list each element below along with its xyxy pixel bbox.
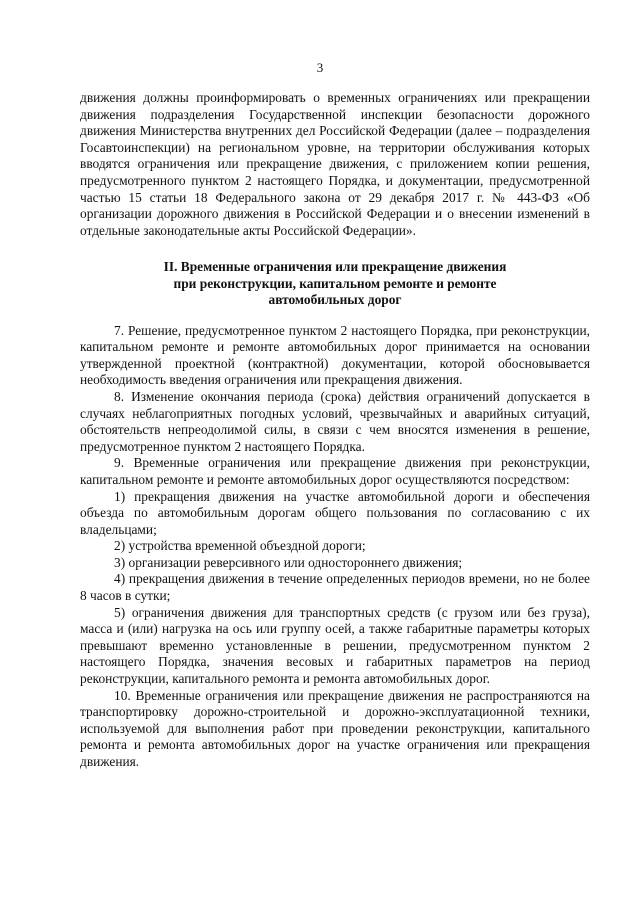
paragraph-8: 8. Изменение окончания периода (срока) действия ограничений допускается в случаях неблагоприятных погодных условий, чрезвычайных и аварийных ситуаций, обстоятельств непреодолимой силы, в связи с чем вносятся изменения в решение, предусмотренное пунктом 2 настоящего Порядка.	[80, 388, 590, 454]
intro-paragraph: движения должны проинформировать о временных ограничениях или прекращении движения подразделения Государственной инспекции безопасности дорожного движения Министерства внутренних дел Российской Федерации (далее – подразделения Госавтоинспекции) на региональном уровне, на территории обслуживания которых вводятся ограничения или прекращение движения, с приложением копии решения, предусмотренного пунктом 2 настоящего Порядка, и документации, предусмотренной частью 15 статьи 18 Федерального закона от 29 декабря 2017 г. № 443-ФЗ «Об организации дорожного движения в Российской Федерации и о внесении изменений в отдельные законодательные акты Российской Федерации».	[80, 90, 590, 238]
document-body	[80, 90, 590, 771]
paragraph-7: 7. Решение, предусмотренное пунктом 2 настоящего Порядка, при реконструкции, капитальном ремонте и ремонте автомобильных дорог принимается на основании утвержденной проектной (контрактной) документации, которой обосновывается необходимость введения ограничения или прекращения движения.	[80, 322, 590, 388]
paragraph-9: 9. Временные ограничения или прекращение движения при реконструкции, капитальном ремонте и ремонте автомобильных дорог осуществляются посредством:	[80, 455, 590, 487]
paragraph-9-item-1: 1) прекращения движения на участке автомобильной дороги и обеспечения объезда по автомобильным дорогам общего пользования по согласованию с их владельцами;	[80, 488, 590, 537]
paragraph-9-item-5: 5) ограничения движения для транспортных средств (с грузом или без груза), масса и (или) нагрузка на ось или группу осей, а также габаритные параметры которых превышают временно установленные в решении, предусмотренном пунктом 2 настоящего Порядка, значения весовых и габаритных параметров на период реконструкции, капитального ремонта и ремонта автомобильных дорог.	[80, 604, 590, 687]
section-heading	[80, 259, 590, 308]
section-heading-line-2: при реконструкции, капитальном ремонте и ремонте	[173, 275, 497, 291]
paragraph-9-item-4: 4) прекращения движения в течение определенных периодов времени, но не более 8 часов в сутки;	[80, 571, 590, 604]
page-number: 3	[316, 60, 324, 75]
paragraph-9-item-2: 2) устройства временной объездной дороги;	[114, 538, 366, 554]
section-heading-line-3: автомобильных дорог	[268, 292, 402, 308]
section-heading-line-1: II. Временные ограничения или прекращение движения	[163, 259, 507, 275]
paragraph-10: 10. Временные ограничения или прекращение движения не распространяются на транспортировку дорожно-строительной и дорожно-эксплуатационной техники, используемой для выполнения работ при проведении реконструкции, капитального ремонта и ремонта автомобильных дорог на участке ограничения или прекращения движения.	[80, 687, 590, 769]
paragraph-9-item-3: 3) организации реверсивного или одностороннего движения;	[114, 554, 463, 570]
